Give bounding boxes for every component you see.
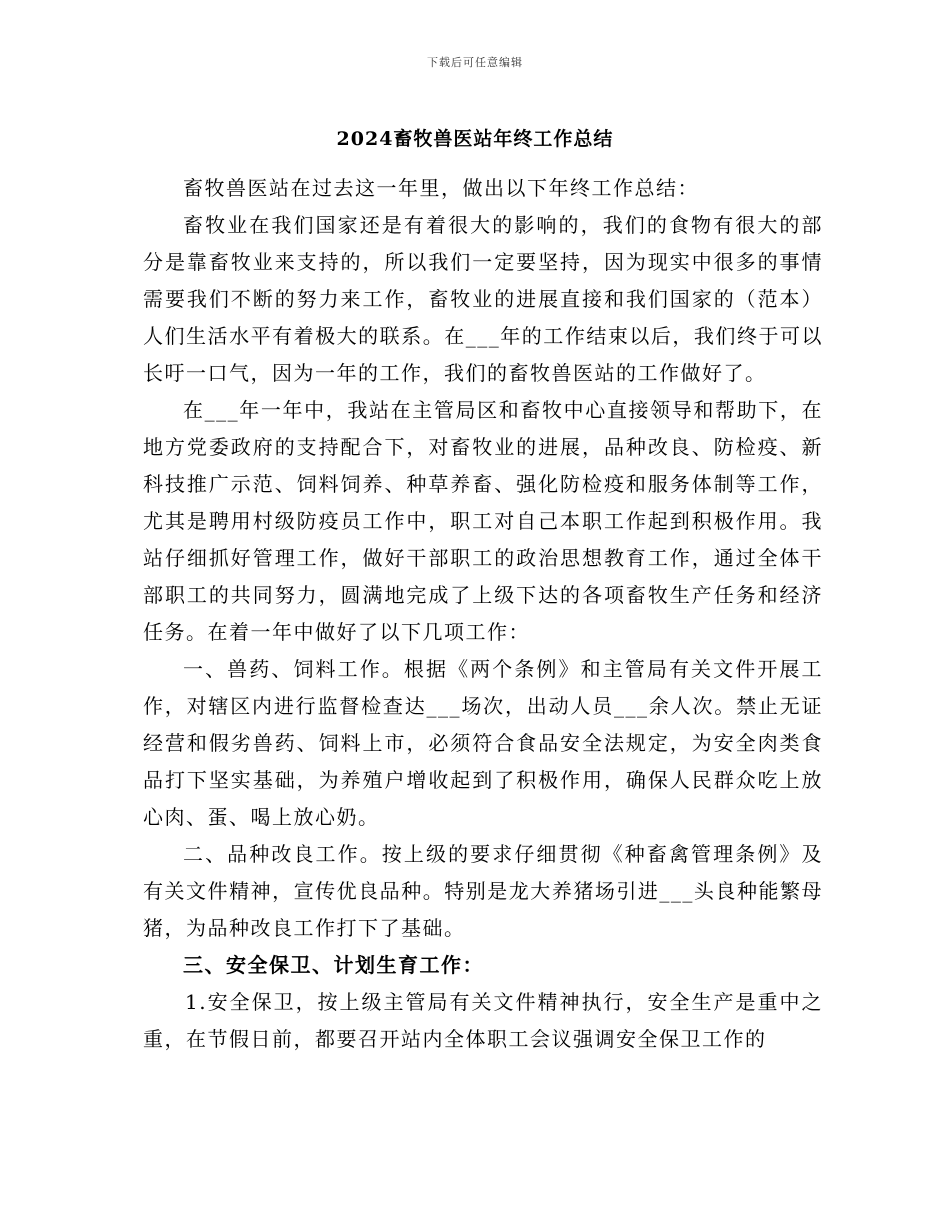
- header-note: 下载后可任意编辑: [427, 56, 523, 69]
- paragraph-section-2: 二、品种改良工作。按上级的要求仔细贯彻《种畜禽管理条例》及有关文件精神，宣传优良品种。特别是龙大养猪场引进___头良种能繁母猪，为品种改良工作打下了基础。: [143, 842, 823, 940]
- paragraph-intro: 畜牧兽医站在过去这一年里，做出以下年终工作总结：: [183, 176, 699, 200]
- document-title: 2024畜牧兽医站年终工作总结: [336, 128, 614, 150]
- paragraph-section-3-item-1: 1.安全保卫，按上级主管局有关文件精神执行，安全生产是重中之重，在节假日前，都要召开站内全体职工会议强调安全保卫工作的: [143, 990, 823, 1051]
- paragraph-background: 畜牧业在我们国家还是有着很大的影响的，我们的食物有很大的部分是靠畜牧业来支持的，所以我们一定要坚持，因为现实中很多的事情需要我们不断的努力来工作，畜牧业的进展直接和我们国家的（范本）人们生活水平有着极大的联系。在___年的工作结束以后，我们终于可以长吁一口气，因为一年的工作，我们的畜牧兽医站的工作做好了。: [143, 213, 823, 385]
- paragraph-section-1: 一、兽药、饲料工作。根据《两个条例》和主管局有关文件开展工作，对辖区内进行监督检查达___场次，出动人员___余人次。禁止无证经营和假劣兽药、饲料上市，必须符合食品安全法规定，为安全肉类食品打下坚实基础，为养殖户增收起到了积极作用，确保人民群众吃上放心肉、蛋、喝上放心奶。: [143, 657, 823, 829]
- section-3-heading: 三、安全保卫、计划生育工作：: [183, 953, 484, 977]
- paragraph-overview: 在___年一年中，我站在主管局区和畜牧中心直接领导和帮助下，在地方党委政府的支持配合下，对畜牧业的进展，品种改良、防检疫、新科技推广示范、饲料饲养、种草养畜、强化防检疫和服务体制等工作，尤其是聘用村级防疫员工作中，职工对自己本职工作起到积极作用。我站仔细抓好管理工作，做好干部职工的政治思想教育工作，通过全体干部职工的共同努力，圆满地完成了上级下达的各项畜牧生产任务和经济任务。在着一年中做好了以下几项工作：: [143, 398, 823, 644]
- document-body: [143, 170, 823, 1058]
